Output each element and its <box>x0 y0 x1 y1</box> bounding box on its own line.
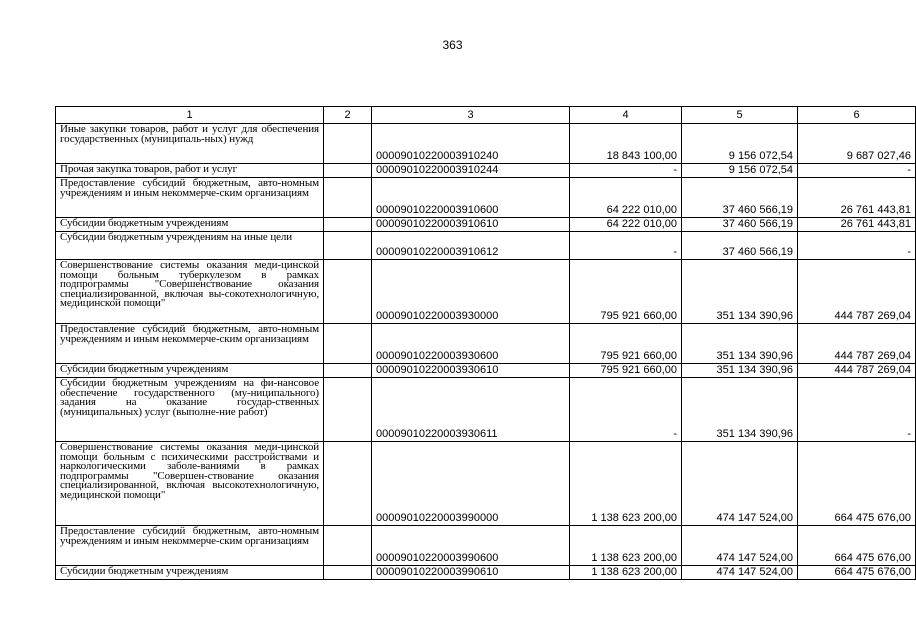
row-value-col6: 664 475 676,00 <box>798 526 916 566</box>
row-value-col4: 1 138 623 200,00 <box>570 526 682 566</box>
row-value-col6: 444 787 269,04 <box>798 364 916 378</box>
row-value-col6: 444 787 269,04 <box>798 324 916 364</box>
row-value-col6: - <box>798 378 916 442</box>
table-row <box>56 218 916 232</box>
row-value-col4: 795 921 660,00 <box>570 260 682 324</box>
budget-table <box>55 106 916 580</box>
row-code-cell: 00009010220003930610 <box>372 364 570 378</box>
page-number: 363 <box>442 38 463 52</box>
table-row <box>56 442 916 526</box>
row-value-col4: 1 138 623 200,00 <box>570 442 682 526</box>
row-value-col5: 474 147 524,00 <box>682 566 798 580</box>
row-code-cell: 00009010220003910600 <box>372 178 570 218</box>
row-code-cell: 00009010220003930611 <box>372 378 570 442</box>
row-code-cell: 00009010220003910240 <box>372 124 570 164</box>
column-header: 1 <box>56 107 324 124</box>
row-value-col6: 26 761 443,81 <box>798 178 916 218</box>
table-row <box>56 324 916 364</box>
column-header: 2 <box>324 107 372 124</box>
row-code-cell: 00009010220003930600 <box>372 324 570 364</box>
row-col2-cell <box>324 124 372 164</box>
row-value-col5: 37 460 566,19 <box>682 218 798 232</box>
row-value-col5: 351 134 390,96 <box>682 378 798 442</box>
column-header: 4 <box>570 107 682 124</box>
row-value-col5: 37 460 566,19 <box>682 232 798 260</box>
row-name-cell: Субсидии бюджетным учреждениям <box>56 218 324 232</box>
row-name-cell: Субсидии бюджетным учреждениям <box>56 566 324 580</box>
row-value-col4: 795 921 660,00 <box>570 324 682 364</box>
row-name-cell: Предоставление субсидий бюджетным, авто-номным учреждениям и иным некоммерче-ским организациям <box>56 178 324 218</box>
row-value-col5: 9 156 072,54 <box>682 164 798 178</box>
table-row <box>56 566 916 580</box>
row-value-col5: 351 134 390,96 <box>682 324 798 364</box>
row-code-cell: 00009010220003910610 <box>372 218 570 232</box>
row-col2-cell <box>324 218 372 232</box>
row-value-col6: - <box>798 232 916 260</box>
row-col2-cell <box>324 260 372 324</box>
row-col2-cell <box>324 378 372 442</box>
row-value-col5: 37 460 566,19 <box>682 178 798 218</box>
row-value-col5: 474 147 524,00 <box>682 442 798 526</box>
row-col2-cell <box>324 164 372 178</box>
row-value-col4: 1 138 623 200,00 <box>570 566 682 580</box>
table-row <box>56 178 916 218</box>
row-value-col6: 444 787 269,04 <box>798 260 916 324</box>
column-header: 3 <box>372 107 570 124</box>
table-row <box>56 232 916 260</box>
row-value-col4: - <box>570 164 682 178</box>
row-value-col6: 664 475 676,00 <box>798 442 916 526</box>
column-header: 5 <box>682 107 798 124</box>
row-value-col5: 474 147 524,00 <box>682 526 798 566</box>
row-value-col5: 351 134 390,96 <box>682 260 798 324</box>
row-value-col6: 664 475 676,00 <box>798 566 916 580</box>
row-value-col5: 9 156 072,54 <box>682 124 798 164</box>
row-code-cell: 00009010220003990610 <box>372 566 570 580</box>
table-row <box>56 164 916 178</box>
row-col2-cell <box>324 442 372 526</box>
row-col2-cell <box>324 324 372 364</box>
row-value-col5: 351 134 390,96 <box>682 364 798 378</box>
row-code-cell: 00009010220003930000 <box>372 260 570 324</box>
row-value-col4: 18 843 100,00 <box>570 124 682 164</box>
table-row <box>56 124 916 164</box>
row-value-col4: 795 921 660,00 <box>570 364 682 378</box>
row-value-col6: - <box>798 164 916 178</box>
row-code-cell: 00009010220003990000 <box>372 442 570 526</box>
row-name-cell: Предоставление субсидий бюджетным, авто-номным учреждениям и иным некоммерче-ским организациям <box>56 324 324 364</box>
table-row <box>56 364 916 378</box>
row-code-cell: 00009010220003910612 <box>372 232 570 260</box>
row-value-col6: 9 687 027,46 <box>798 124 916 164</box>
row-value-col4: - <box>570 232 682 260</box>
table-row <box>56 378 916 442</box>
row-value-col4: - <box>570 378 682 442</box>
table-row <box>56 260 916 324</box>
row-col2-cell <box>324 566 372 580</box>
row-code-cell: 00009010220003910244 <box>372 164 570 178</box>
table-body <box>56 107 916 580</box>
column-header: 6 <box>798 107 916 124</box>
row-name-cell: Субсидии бюджетным учреждениям на иные цели <box>56 232 324 260</box>
row-name-cell: Субсидии бюджетным учреждениям на фи-нансовое обеспечение государственного (му-ниципального) задания на оказание государ-ственных (муниципальных) услуг (выполне-ние работ) <box>56 378 324 442</box>
table-header-row <box>56 107 916 124</box>
row-value-col4: 64 222 010,00 <box>570 218 682 232</box>
row-name-cell: Иные закупки товаров, работ и услуг для обеспечения государственных (муниципаль-ных) нужд <box>56 124 324 164</box>
row-value-col4: 64 222 010,00 <box>570 178 682 218</box>
row-name-cell: Предоставление субсидий бюджетным, авто-номным учреждениям и иным некоммерче-ским организациям <box>56 526 324 566</box>
row-name-cell: Совершенствование системы оказания меди-цинской помощи больным с психическими расстройствами и наркологическими заболе-ваниями в рамках подпрограммы "Совершен-ствование оказания специализированной, включая высокотехнологичную, медицинской помощи" <box>56 442 324 526</box>
row-col2-cell <box>324 364 372 378</box>
row-name-cell: Совершенствование системы оказания меди-цинской помощи больным туберкулезом в рамках подпрограммы "Совершенствование оказания специализированной, включая вы-сокотехнологичную, медицинской помощи" <box>56 260 324 324</box>
row-name-cell: Прочая закупка товаров, работ и услуг <box>56 164 324 178</box>
row-col2-cell <box>324 232 372 260</box>
row-col2-cell <box>324 526 372 566</box>
row-name-cell: Субсидии бюджетным учреждениям <box>56 364 324 378</box>
row-col2-cell <box>324 178 372 218</box>
row-value-col6: 26 761 443,81 <box>798 218 916 232</box>
table-row <box>56 526 916 566</box>
row-code-cell: 00009010220003990600 <box>372 526 570 566</box>
